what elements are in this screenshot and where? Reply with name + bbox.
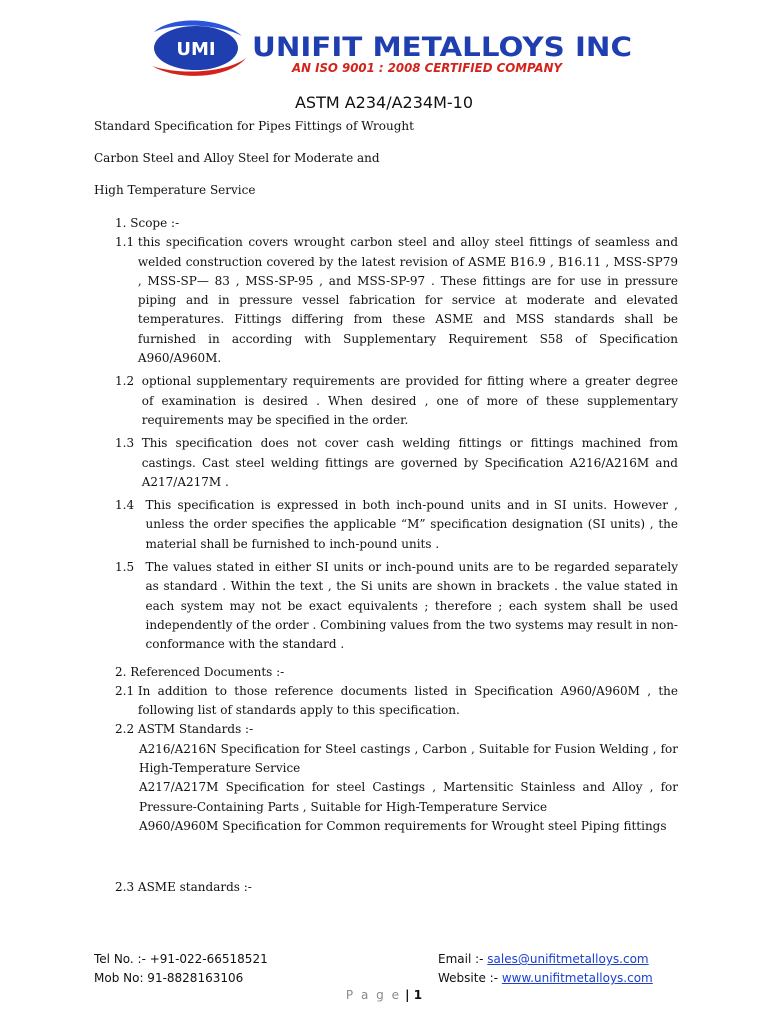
footer-website: [438, 969, 678, 988]
page-label: P a g e: [345, 988, 401, 1002]
document-title: ASTM A234/A234M-10: [294, 93, 474, 112]
footer-row-1: [94, 950, 678, 969]
section-1-2: [94, 372, 678, 430]
page-number-value: 1: [413, 988, 423, 1002]
astm-standard-a217: A217/A217M Specification for steel Castings , Martensitic Stainless and Alloy , for Pressure-Containing Parts , Suitable for High-Temperature Service: [139, 780, 678, 814]
section-2-1: [94, 682, 678, 721]
asme-standards-heading: 2.3 ASME standards :-: [115, 880, 252, 895]
page-footer: [94, 950, 678, 988]
website-link[interactable]: www.unifitmetalloys.com: [501, 971, 653, 985]
section-text: The values stated in either SI units or inch-pound units are to be regarded separately as standard . Within the text , the Si units are shown in brackets . the value stated in each system may not be exact equivalents ; therefore ; each system shall be used independently of the order . Combining values from the two systems may result in non-conformance with the standard .: [145, 560, 678, 652]
section-number: 1.1: [115, 235, 138, 250]
section-text: This specification is expressed in both inch-pound units and in SI units. However , unless the order specifies the applicable “M” specification designation (SI units) , the material shall be furnished to inch-pound units .: [145, 498, 678, 551]
section-number: 1.2: [115, 374, 142, 389]
logo-abbrev: UMI: [176, 39, 216, 60]
section-number: 1.4: [115, 498, 146, 513]
subtitle-line-2: Carbon Steel and Alloy Steel for Moderate and: [94, 151, 380, 165]
subtitle-line-3: High Temperature Service: [94, 183, 256, 197]
scope-heading: 1. Scope :-: [115, 216, 180, 230]
section-number: 1.5: [115, 560, 146, 575]
section-number: 1.3: [115, 436, 142, 451]
section-1-3: [94, 434, 678, 492]
email-link[interactable]: sales@unifitmetalloys.com: [487, 952, 649, 966]
section-1-1: [94, 233, 678, 368]
subtitle-line-1: Standard Specification for Pipes Fittings of Wrought: [94, 119, 414, 133]
page-number: [0, 988, 768, 1002]
section-1-4: [94, 496, 678, 554]
referenced-documents-heading: 2. Referenced Documents :-: [115, 664, 285, 679]
page-separator: |: [400, 988, 414, 1002]
footer-email: [438, 950, 678, 969]
astm-standard-a960: A960/A960M Specification for Common requirements for Wrought steel Piping fittings: [139, 818, 667, 833]
company-logo: [150, 18, 640, 80]
footer-mob: Mob No: 91-8828163106: [94, 971, 244, 985]
astm-standard-a216: A216/A216N Specification for Steel castings , Carbon , Suitable for Fusion Welding , for High-Temperature Service: [139, 741, 678, 776]
footer-tel: Tel No. :- +91-022-66518521: [94, 952, 268, 966]
footer-row-2: [94, 969, 678, 988]
section-text: In addition to those reference documents listed in Specification A960/A960M , the following list of standards apply to this specification.: [137, 683, 678, 718]
section-number: 2.1: [115, 683, 138, 698]
astm-standards-heading: 2.2 ASTM Standards :-: [115, 722, 254, 737]
section-text: this specification covers wrought carbon steel and alloy steel fittings of seamless and welded construction covered by the latest revision of ASME B16.9 , B16.11 , MSS-SP79 , MSS-SP— 83 , MSS-SP-95 , and MSS-SP-97 . These fittings are for use in pressure piping and in pressure vessel fabrication for service at moderate and elevated temperatures. Fittings differing from these ASME and MSS standards shall be furnished in according with Supplementary Requirement S58 of Specification A960/A960M.: [137, 235, 678, 366]
section-1-5: [94, 558, 678, 654]
company-name: UNIFIT METALLOYS INC: [252, 32, 632, 63]
document-body: [94, 214, 678, 898]
section-text: This specification does not cover cash welding fittings or fittings machined from castings. Cast steel welding fittings are governed by Specification A216/A216M and A217/A217M .: [141, 436, 678, 489]
email-label: Email :-: [438, 952, 488, 966]
company-tagline: AN ISO 9001 : 2008 CERTIFIED COMPANY: [291, 61, 564, 75]
website-label: Website :-: [438, 971, 502, 985]
section-text: optional supplementary requirements are provided for fitting where a greater degree of examination is desired . When desired , one of more of these supplementary requirements may be specified in the order.: [141, 374, 678, 427]
